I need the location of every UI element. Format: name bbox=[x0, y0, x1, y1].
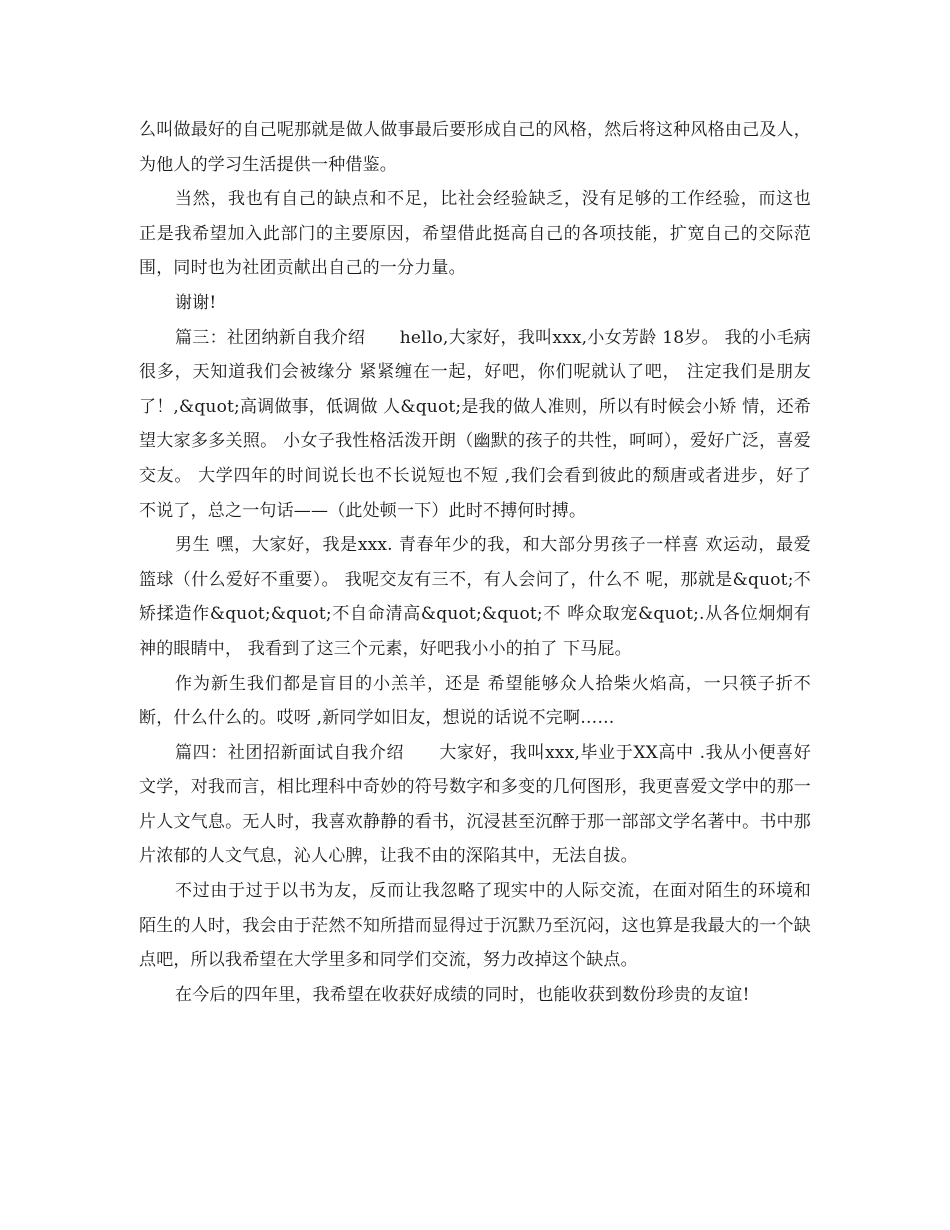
paragraph-8: 不过由于过于以书为友，反而让我忽略了现实中的人际交流，在面对陌生的环境和陌生的人时，我会由于茫然不知所措而显得过于沉默乃至沉闷，这也算是我最大的一个缺点吧，所以我希望在大学里多和同学们交流，努力改掉这个缺点。 bbox=[139, 881, 811, 971]
paragraph-3: 谢谢! bbox=[175, 292, 217, 313]
paragraph-4: 篇三：社团纳新自我介绍 hello,大家好，我叫xxx,小女芳龄 18岁。 我的小毛病很多，天知道我们会被缘分 紧紧缠在一起，好吧，你们呢就认了吧， 注定我们是朋友了！,&quot;高调做事，低调做 人&quot;是我的做人准则，所以有时候会小矫 情，还希望大家多多关照。 小女子我性格活泼开朗（幽默的孩子的共性，呵呵），爱好广泛，喜爱交友。 大学四年的时间说长也不长说短也不短 ,我们会看到彼此的颓唐或者进步，好了 不说了，总之一句话——（此处顿一下）此时不搏何时搏。 bbox=[139, 327, 811, 521]
paragraph-9: 在今后的四年里，我希望在收获好成绩的同时，也能收获到数份珍贵的友谊! bbox=[175, 984, 750, 1005]
paragraph-7: 篇四：社团招新面试自我介绍 大家好，我叫xxx,毕业于XX高中 .我从小便喜好文学，对我而言，相比理科中奇妙的符号数字和多变的几何图形，我更喜爱文学中的那一片人文气息。无人时，我喜欢静静的看书，沉浸甚至沉醉于那一部部文学名著中。书中那片浓郁的人文气息，沁人心脾，让我不由的深陷其中，无法自拔。 bbox=[139, 742, 811, 867]
paragraph-1: 么叫做最好的自己呢那就是做人做事最后要形成自己的风格，然后将这种风格由己及人，为他人的学习生活提供一种借鉴。 bbox=[139, 120, 811, 175]
paragraph-6: 作为新生我们都是盲目的小羔羊，还是 希望能够众人拾柴火焰高，一只筷子折不 断，什么什么的。哎呀 ,新同学如旧友，想说的话说不完啊…… bbox=[139, 673, 811, 729]
paragraph-5: 男生 嘿，大家好，我是xxx. 青春年少的我，和大部分男孩子一样喜 欢运动，最爱篮球（什么爱好不重要）。 我呢交友有三不，有人会问了，什么不 呢，那就是&quot;不矫揉造作&quot;&quot;不自命清高&quot;&quot;不 哗众取宠&quot;.从各位炯炯有神的眼睛中， 我看到了这三个元素，好吧我小小的拍了 下马屁。 bbox=[139, 535, 811, 659]
document-body bbox=[139, 113, 811, 1012]
paragraph-2: 当然，我也有自己的缺点和不足，比社会经验缺乏，没有足够的工作经验，而这也正是我希望加入此部门的主要原因，希望借此挺高自己的各项技能，扩宽自己的交际范围，同时也为社团贡献出自己的一分力量。 bbox=[139, 189, 811, 279]
